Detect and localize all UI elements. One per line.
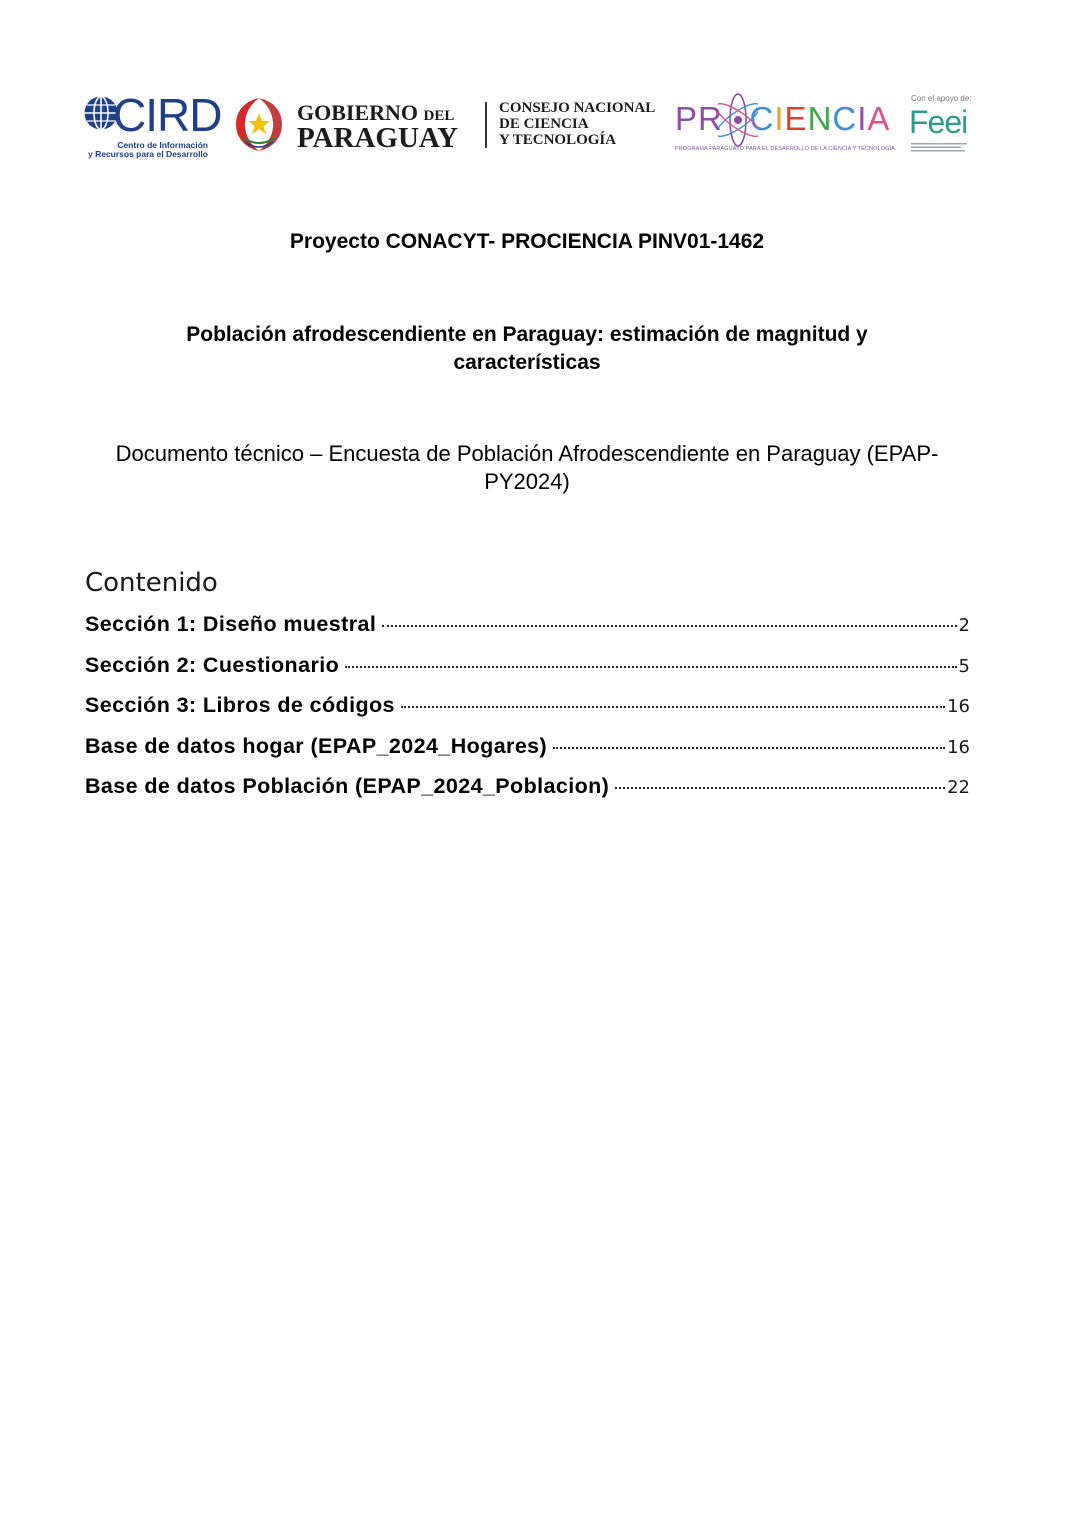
toc-leader-dots bbox=[615, 787, 945, 789]
conacyt-line1: CONSEJO NACIONAL bbox=[499, 100, 656, 116]
prociencia-letter: N bbox=[807, 100, 833, 137]
toc-page-number: 5 bbox=[958, 655, 970, 677]
toc-entry-title: Sección 1: Diseño muestral bbox=[85, 612, 377, 636]
feei-wordmark: Feei bbox=[909, 104, 968, 140]
prociencia-letter: I bbox=[774, 100, 785, 137]
toc-page-number: 16 bbox=[947, 736, 970, 758]
toc-page-number: 2 bbox=[958, 615, 970, 636]
toc-entry-seccion-3[interactable] bbox=[85, 689, 970, 730]
paraguay-word: PARAGUAY bbox=[297, 122, 459, 154]
feei-logo bbox=[909, 94, 973, 156]
toc-entry-seccion-1[interactable] bbox=[85, 608, 970, 649]
gobierno-word: GOBIERNO bbox=[297, 100, 419, 125]
national-crest-icon bbox=[229, 94, 289, 154]
del-word: DEL bbox=[423, 108, 455, 124]
cird-subtitle-line2: y Recursos para el Desarrollo bbox=[87, 149, 208, 159]
toc-entry-title: Sección 3: Libros de códigos bbox=[85, 693, 395, 718]
cird-subtitle-line1: Centro de Información bbox=[117, 140, 208, 150]
project-title: Proyecto CONACYT- PROCIENCIA PINV01-1462 bbox=[289, 230, 765, 253]
prociencia-letter: C bbox=[832, 100, 858, 137]
toc-entry-title: Base de datos hogar (EPAP_2024_Hogares) bbox=[85, 733, 548, 758]
prociencia-letter: P bbox=[675, 100, 699, 137]
prociencia-letter: A bbox=[867, 100, 891, 137]
table-of-contents bbox=[85, 608, 970, 811]
toc-leader-dots bbox=[401, 706, 945, 708]
prociencia-logo bbox=[675, 90, 893, 156]
prociencia-letter: C bbox=[749, 100, 775, 137]
feei-fineprint-icon bbox=[911, 142, 969, 152]
cird-logo bbox=[83, 89, 222, 159]
cird-wordmark: CIRD bbox=[113, 89, 222, 141]
toc-entry-poblacion[interactable] bbox=[85, 770, 970, 811]
atom-icon bbox=[718, 91, 758, 149]
header-logo-strip bbox=[83, 90, 973, 160]
logo-divider bbox=[485, 102, 487, 148]
toc-entry-hogares[interactable] bbox=[85, 730, 970, 771]
toc-entry-seccion-2[interactable] bbox=[85, 649, 970, 690]
toc-leader-dots bbox=[553, 747, 945, 749]
conacyt-line3: Y TECNOLOGÍA bbox=[499, 132, 617, 148]
conacyt-line2: DE CIENCIA bbox=[499, 116, 589, 132]
prociencia-letter: E bbox=[784, 100, 808, 137]
prociencia-letter: R bbox=[698, 100, 723, 137]
document-title: Población afrodescendiente en Paraguay: estimación de magnitud y características bbox=[186, 323, 868, 374]
toc-leader-dots bbox=[345, 666, 956, 668]
gobierno-paraguay-logo bbox=[229, 94, 473, 158]
prociencia-wordmark bbox=[675, 100, 890, 138]
feei-support-text: Con el apoyo de: bbox=[911, 94, 972, 103]
conacyt-logo bbox=[499, 100, 669, 152]
toc-entry-title: Sección 2: Cuestionario bbox=[85, 652, 340, 677]
toc-entry-title: Base de datos Población (EPAP_2024_Poblacion) bbox=[85, 774, 610, 799]
toc-page-number: 16 bbox=[947, 696, 970, 718]
prociencia-letter: I bbox=[857, 100, 868, 137]
toc-leader-dots bbox=[382, 625, 956, 627]
prociencia-tagline: PROGRAMA PARAGUAYO PARA EL DESARROLLO DE LA CIENCIA Y TECNOLOGÍA bbox=[675, 146, 895, 152]
toc-heading: Contenido bbox=[85, 568, 218, 598]
document-subtitle: Documento técnico – Encuesta de Población Afrodescendiente en Paraguay (EPAP-PY2024) bbox=[115, 441, 939, 494]
toc-page-number: 22 bbox=[947, 777, 970, 799]
